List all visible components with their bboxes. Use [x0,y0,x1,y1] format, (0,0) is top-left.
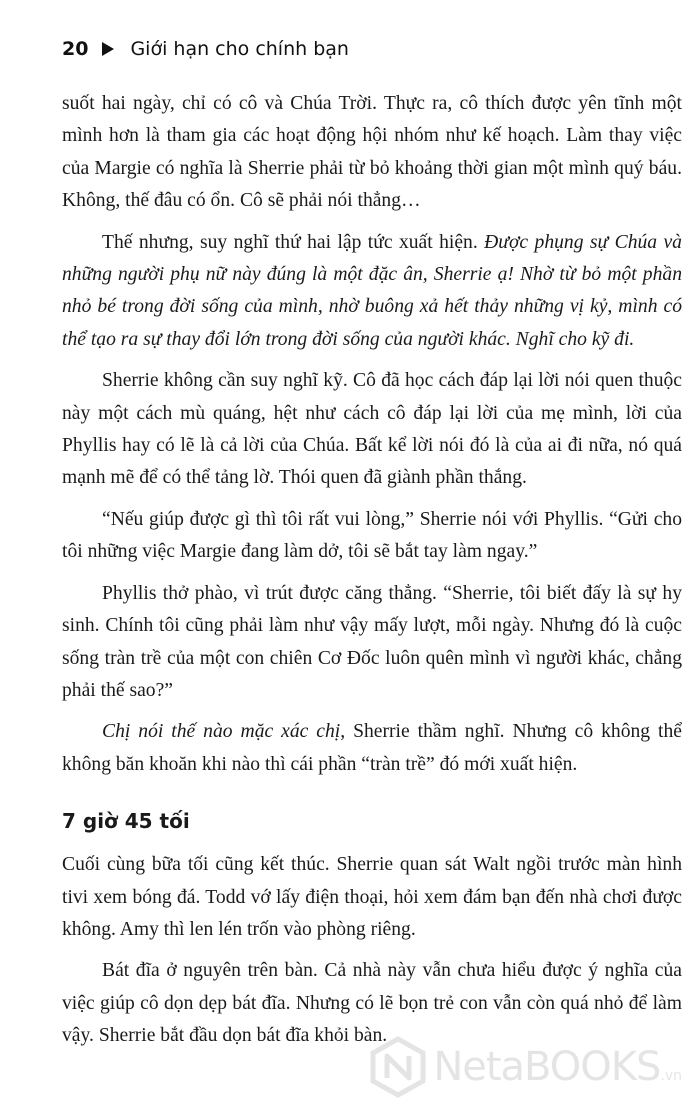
section-paragraph-2: Bát đĩa ở nguyên trên bàn. Cả nhà này vẫn chưa hiểu được ý nghĩa của việc giúp cô dọn dẹp bát đĩa. Nhưng có lẽ bọn trẻ con vẫn còn quá nhỏ để làm vậy. Sherrie bắt đầu dọn bát đĩa khỏi bàn. [62,960,682,1047]
paragraph-3: Sherrie không cần suy nghĩ kỹ. Cô đã học cách đáp lại lời nói quen thuộc này một cách mù quáng, hệt như cách cô đáp lại lời của mẹ mình, lời của Phyllis hay có lẽ là cả lời của Chúa. Bất kể lời nói đó là của ai đi nữa, nó quá mạnh mẽ để có thể tảng lờ. Thói quen đã giành phần thắng. [62,370,682,489]
body-text [62,88,682,1062]
book-title: Giới hạn cho chính bạn [130,38,349,60]
watermark-text [433,1044,682,1090]
watermark [367,1036,682,1098]
paragraph-6 [62,716,682,781]
triangle-arrow-icon [102,42,114,56]
paragraph-6-thought: Chị nói thế nào mặc xác chị [102,721,341,743]
watermark-name: NetaBOOKS [433,1044,661,1090]
netabooks-logo-icon [367,1036,429,1098]
paragraph-2-lead: Thế nhưng, suy nghĩ thứ hai lập tức xuất hiện. [102,231,485,253]
paragraph-2-thought: Được phụng sự Chúa và những người phụ nữ này đúng là một đặc ân, Sherrie ạ! Nhờ từ bỏ một phần nhỏ bé trong đời sống của mình, nhờ buông xả hết thảy những vị kỷ, mình có thể tạo ra sự thay đổi lớn trong đời sống của người khác. Nghĩ cho kỹ đi. [62,231,682,350]
page-number: 20 [62,38,89,60]
section-heading: 7 giờ 45 tối [62,809,190,834]
paragraph-1: suốt hai ngày, chỉ có cô và Chúa Trời. Thực ra, cô thích được yên tĩnh một mình hơn là tham gia các hoạt động hội nhóm như kế hoạch. Làm thay việc của Margie có nghĩa là Sherrie phải từ bỏ khoảng thời gian một mình quý báu. Không, thế đâu có ổn. Cô sẽ phải nói thẳng… [62,93,682,212]
watermark-suffix: .vn [660,1068,682,1084]
running-header [62,38,349,60]
paragraph-4: “Nếu giúp được gì thì tôi rất vui lòng,” Sherrie nói với Phyllis. “Gửi cho tôi những việc Margie đang làm dở, tôi sẽ bắt tay làm ngay.” [62,508,682,563]
paragraph-2 [62,227,682,357]
paragraph-5: Phyllis thở phào, vì trút được căng thẳng. “Sherrie, tôi biết đấy là sự hy sinh. Chính tôi cũng phải làm như vậy mấy lượt, mỗi ngày. Nhưng đó là cuộc sống tràn trề của một con chiên Cơ Đốc luôn quên mình vì người khác, chẳng phải thế sao?” [62,582,682,701]
section-paragraph-1: Cuối cùng bữa tối cũng kết thúc. Sherrie quan sát Walt ngồi trước màn hình tivi xem bóng đá. Todd vớ lấy điện thoại, hỏi xem đám bạn đến nhà chơi được không. Amy thì len lén trốn vào phòng riêng. [62,854,682,940]
paragraph-6-rest: , Sherrie thầm nghĩ. Nhưng cô không thể không băn khoăn khi nào thì cái phần “tràn trề” đó mới xuất hiện. [62,721,682,775]
